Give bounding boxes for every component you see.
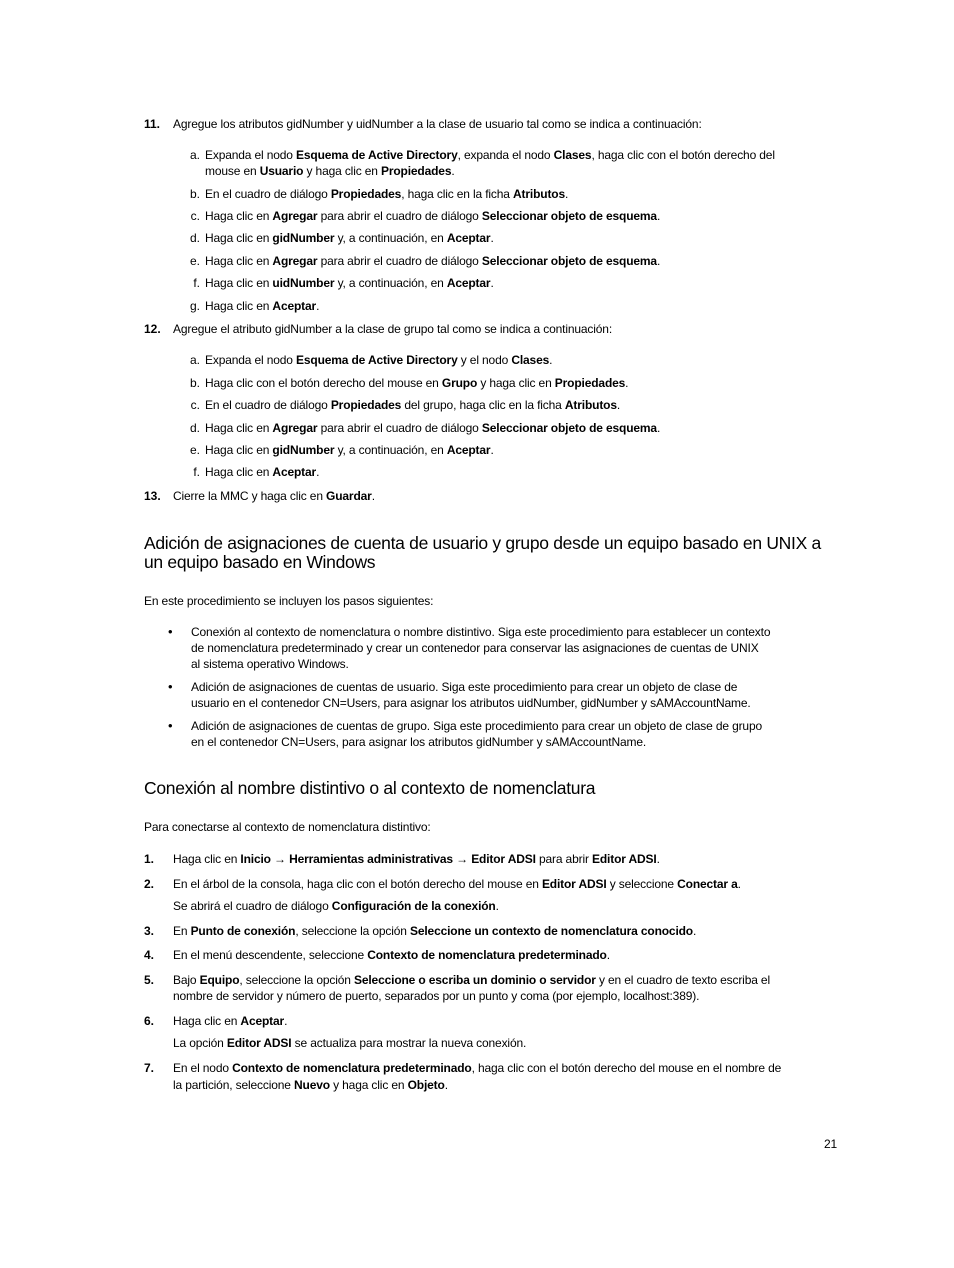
substep-letter: g.: [189, 299, 200, 313]
substep-letter: f.: [193, 465, 200, 479]
bold-term: Contexto de nomenclatura predeterminado: [232, 1061, 472, 1075]
substep-text: Haga clic en Agregar para abrir el cuadro de diálogo Seleccionar objeto de esquema.: [205, 254, 661, 268]
bullet-text: de nomenclatura predeterminado y crear un contenedor para conservar las asignaciones de cuentas de UNIX: [191, 641, 759, 655]
substep-letter: a.: [189, 353, 200, 367]
step-number: 11.: [144, 117, 161, 131]
substep-letter: b.: [189, 187, 200, 201]
bold-term: Objeto: [407, 1078, 445, 1092]
substep-letter: d.: [189, 421, 200, 435]
bold-term: Clases: [511, 353, 550, 367]
page-number: 21: [824, 1137, 838, 1151]
step-number: 5.: [144, 973, 155, 987]
bold-term: Esquema de Active Directory: [296, 148, 458, 162]
substep-text: Haga clic en gidNumber y, a continuación, en Aceptar.: [205, 231, 494, 245]
bold-term: Seleccione un contexto de nomenclatura conocido: [409, 924, 693, 938]
section-heading: Adición de asignaciones de cuenta de usuario y grupo desde un equipo basado en UNIX a: [144, 533, 821, 553]
substep-letter: e.: [189, 443, 200, 457]
step-text: Haga clic en Aceptar.: [173, 1014, 288, 1028]
substep-letter: f.: [193, 276, 200, 290]
substep-letter: a.: [189, 148, 200, 162]
step-note: La opción Editor ADSI se actualiza para mostrar la nueva conexión.: [173, 1036, 527, 1050]
section-intro: Para conectarse al contexto de nomenclatura distintivo:: [144, 820, 431, 834]
bullet-icon: •: [168, 718, 173, 733]
bold-term: Editor ADSI: [592, 852, 657, 866]
bold-term: Aceptar: [446, 276, 491, 290]
substep-letter: e.: [189, 254, 200, 268]
bold-term: Agregar: [272, 254, 318, 268]
bold-term: Aceptar: [240, 1014, 285, 1028]
bullet-icon: •: [168, 624, 173, 639]
substep-text: En el cuadro de diálogo Propiedades del grupo, haga clic en la ficha Atributos.: [205, 398, 621, 412]
substep-letter: b.: [189, 376, 200, 390]
bold-term: Conectar a: [677, 877, 738, 891]
bold-term: Propiedades: [330, 398, 402, 412]
bullet-text: al sistema operativo Windows.: [191, 657, 349, 671]
bullet-text: en el contenedor CN=Users, para asignar los atributos gidNumber y sAMAccountName.: [191, 735, 647, 749]
step-number: 6.: [144, 1014, 155, 1028]
step-text: En el árbol de la consola, haga clic con el botón derecho del mouse en Editor ADSI y seleccione Conectar a.: [173, 877, 741, 891]
step-number: 12.: [144, 322, 161, 336]
bold-term: Punto de conexión: [190, 924, 296, 938]
step-number: 7.: [144, 1061, 155, 1075]
substep-letter: d.: [189, 231, 200, 245]
bullet-text: Adición de asignaciones de cuentas de grupo. Siga este procedimiento para crear un objeto de clase de grupo: [191, 719, 763, 733]
substep-text: mouse en Usuario y haga clic en Propiedades.: [205, 164, 455, 178]
step-number: 2.: [144, 877, 155, 891]
substep-text: Haga clic en uidNumber y, a continuación, en Aceptar.: [205, 276, 494, 290]
bold-term: uidNumber: [272, 276, 335, 290]
bold-term: Propiedades: [380, 164, 452, 178]
bold-term: Propiedades: [554, 376, 626, 390]
bold-term: Inicio: [240, 852, 271, 866]
bold-term: Nuevo: [294, 1078, 330, 1092]
substep-text: Haga clic en gidNumber y, a continuación, en Aceptar.: [205, 443, 494, 457]
step-text: Agregue los atributos gidNumber y uidNumber a la clase de usuario tal como se indica a continuación:: [173, 117, 702, 131]
bold-term: Aceptar: [272, 465, 317, 479]
bold-term: Herramientas administrativas: [289, 852, 453, 866]
bold-term: Seleccione o escriba un dominio o servidor: [354, 973, 596, 987]
step-number: 1.: [144, 852, 155, 866]
bold-term: Editor ADSI: [471, 852, 536, 866]
substep-text: Haga clic en Agregar para abrir el cuadro de diálogo Seleccionar objeto de esquema.: [205, 209, 661, 223]
bold-term: Propiedades: [330, 187, 402, 201]
section-intro: En este procedimiento se incluyen los pasos siguientes:: [144, 594, 434, 608]
bold-term: Seleccionar objeto de esquema: [481, 421, 657, 435]
step-text: Agregue el atributo gidNumber a la clase de grupo tal como se indica a continuación:: [173, 322, 613, 336]
bold-term: Aceptar: [446, 443, 491, 457]
step-number: 4.: [144, 948, 155, 962]
bold-term: gidNumber: [272, 231, 335, 245]
bold-term: Seleccionar objeto de esquema: [481, 254, 657, 268]
substep-text: Expanda el nodo Esquema de Active Directory, expanda el nodo Clases, haga clic con el botón derecho del: [205, 148, 775, 162]
step-note: Se abrirá el cuadro de diálogo Configuración de la conexión.: [173, 899, 499, 913]
bold-term: Atributos: [513, 187, 565, 201]
bold-term: Esquema de Active Directory: [296, 353, 458, 367]
step-text: En el nodo Contexto de nomenclatura predeterminado, haga clic con el botón derecho del mouse en el nombre de: [173, 1061, 782, 1075]
substep-text: Haga clic en Agregar para abrir el cuadro de diálogo Seleccionar objeto de esquema.: [205, 421, 661, 435]
substep-text: Haga clic en Aceptar.: [205, 465, 320, 479]
bold-term: Equipo: [199, 973, 240, 987]
step-text: Haga clic en Inicio → Herramientas administrativas → Editor ADSI para abrir Editor ADSI.: [173, 852, 660, 866]
bold-term: Atributos: [564, 398, 617, 412]
bold-term: Usuario: [259, 164, 304, 178]
step-number: 13.: [144, 489, 161, 503]
section-heading: Conexión al nombre distintivo o al contexto de nomenclatura: [144, 778, 596, 798]
bold-term: Seleccionar objeto de esquema: [481, 209, 657, 223]
bold-term: Aceptar: [272, 299, 317, 313]
bullet-icon: •: [168, 679, 173, 694]
substep-letter: c.: [190, 209, 200, 223]
substep-text: En el cuadro de diálogo Propiedades, haga clic en la ficha Atributos.: [205, 187, 569, 201]
step-text: la partición, seleccione Nuevo y haga clic en Objeto.: [173, 1078, 448, 1092]
bold-term: Aceptar: [446, 231, 491, 245]
step-text: Bajo Equipo, seleccione la opción Seleccione o escriba un dominio o servidor y en el cuadro de texto escriba el: [173, 973, 770, 987]
step-text: nombre de servidor y número de puerto, separados por un punto y coma (por ejemplo, localhost:389).: [173, 989, 700, 1003]
step-text: En el menú descendente, seleccione Contexto de nomenclatura predeterminado.: [173, 948, 610, 962]
step-text: En Punto de conexión, seleccione la opción Seleccione un contexto de nomenclatura conocido.: [173, 924, 697, 938]
bold-term: Configuración de la conexión: [331, 899, 496, 913]
bold-term: gidNumber: [272, 443, 335, 457]
substep-text: Haga clic en Aceptar.: [205, 299, 320, 313]
bold-term: Editor ADSI: [226, 1036, 292, 1050]
bullet-text: Adición de asignaciones de cuentas de usuario. Siga este procedimiento para crear un objeto de clase de: [191, 680, 738, 694]
bullet-text: usuario en el contenedor CN=Users, para asignar los atributos uidNumber, gidNumber y sAMAccountName.: [191, 696, 751, 710]
bold-term: Grupo: [441, 376, 478, 390]
step-text: Cierre la MMC y haga clic en Guardar.: [173, 489, 375, 503]
bold-term: Contexto de nomenclatura predeterminado: [367, 948, 607, 962]
bold-term: Clases: [553, 148, 592, 162]
substep-text: Haga clic con el botón derecho del mouse en Grupo y haga clic en Propiedades.: [205, 376, 629, 390]
section-heading: un equipo basado en Windows: [144, 552, 376, 572]
bullet-text: Conexión al contexto de nomenclatura o nombre distintivo. Siga este procedimiento para establecer un contexto: [191, 625, 771, 639]
bold-term: Guardar: [326, 489, 372, 503]
bold-term: Agregar: [272, 421, 318, 435]
step-number: 3.: [144, 924, 155, 938]
bold-term: Agregar: [272, 209, 318, 223]
substep-text: Expanda el nodo Esquema de Active Directory y el nodo Clases.: [205, 353, 553, 367]
bold-term: Editor ADSI: [541, 877, 607, 891]
substep-letter: c.: [190, 398, 200, 412]
